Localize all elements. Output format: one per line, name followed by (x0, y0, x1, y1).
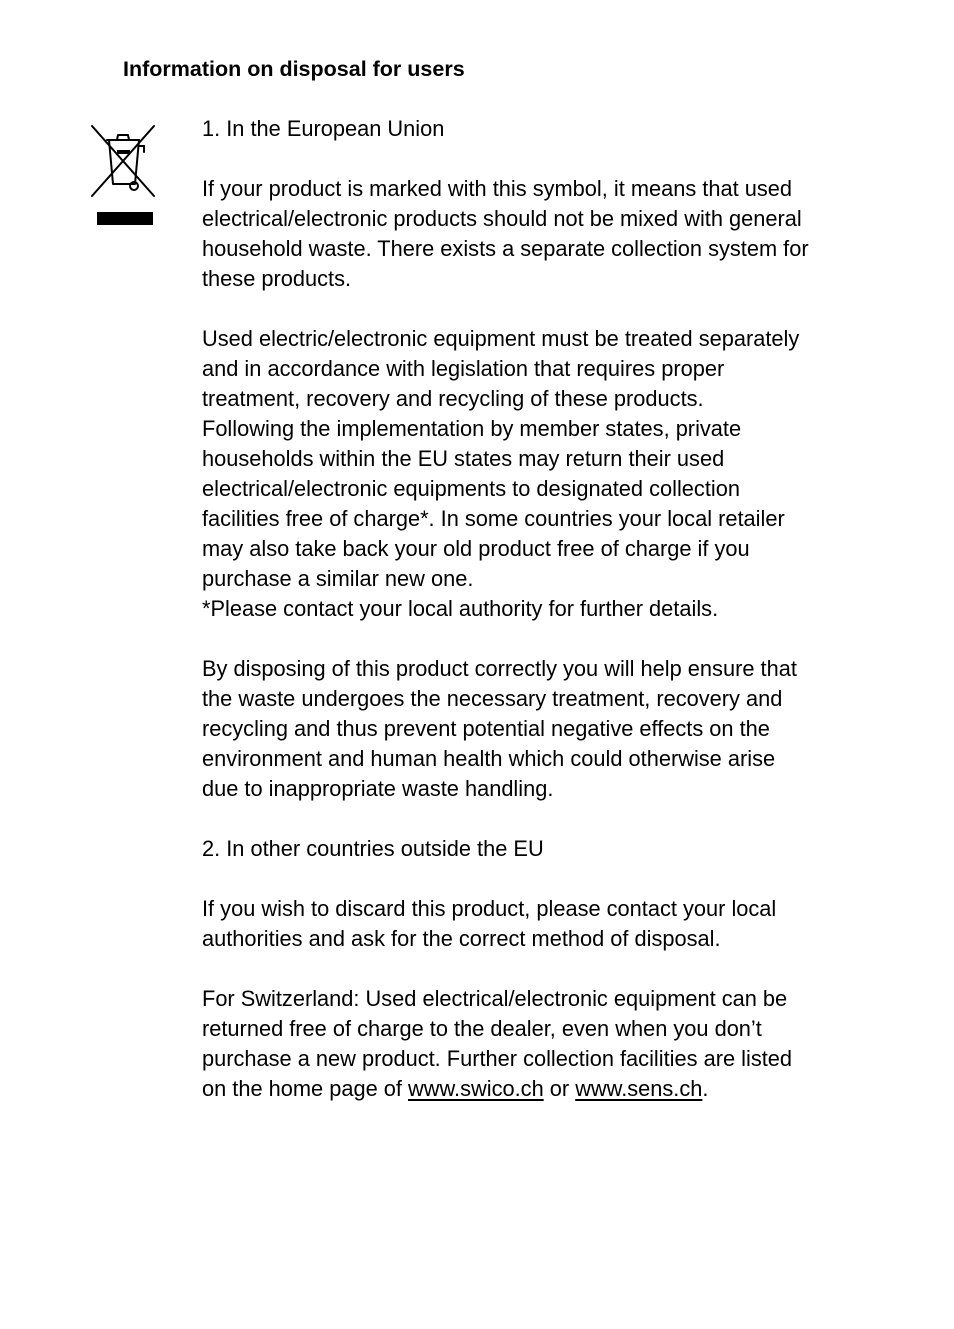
page-title: Information on disposal for users (123, 57, 465, 81)
crossed-out-wheelie-bin-icon (88, 124, 158, 228)
section1-paragraph-treatment: Used electric/electronic equipment must be treated separately and in accordance with legislation that requires proper treatment, recovery and recycling of these products. Following the implementation by member states, private households within the EU states may return their used electrical/electronic equipments to designated collection facilities free of charge*. In some countries your local retailer may also take back your old product free of charge if you purchase a similar new one. *Please contact your local authority for further details. (202, 326, 800, 621)
switzerland-last-line: on the home page of www.swico.ch or www.sens.ch. (202, 1076, 709, 1101)
swico-link[interactable]: www.swico.ch (408, 1076, 544, 1101)
section1-paragraph-benefits: By disposing of this product correctly you will help ensure that the waste undergoes the necessary treatment, recovery and recycling and thus prevent potential negative effects on the environment and human health which could otherwise arise due to inappropriate waste handling. (202, 656, 797, 801)
section2-heading: 2. In other countries outside the EU (202, 836, 544, 861)
main-content (202, 114, 882, 1134)
section2-paragraph-switzerland: For Switzerland: Used electrical/electronic equipment can be returned free of charge to the dealer, even when you don’t purchase a new product. Further collection facilities are listed on the home page of www.swico.ch or www.sens.ch. (202, 984, 882, 1104)
section2-paragraph-discard: If you wish to discard this product, please contact your local authorities and ask for the correct method of disposal. (202, 896, 777, 951)
section1-heading: 1. In the European Union (202, 116, 445, 141)
sens-link[interactable]: www.sens.ch (575, 1076, 703, 1101)
section1-paragraph-symbol: If your product is marked with this symbol, it means that used electrical/electronic products should not be mixed with general household waste. There exists a separate collection system for these products. (202, 176, 809, 291)
